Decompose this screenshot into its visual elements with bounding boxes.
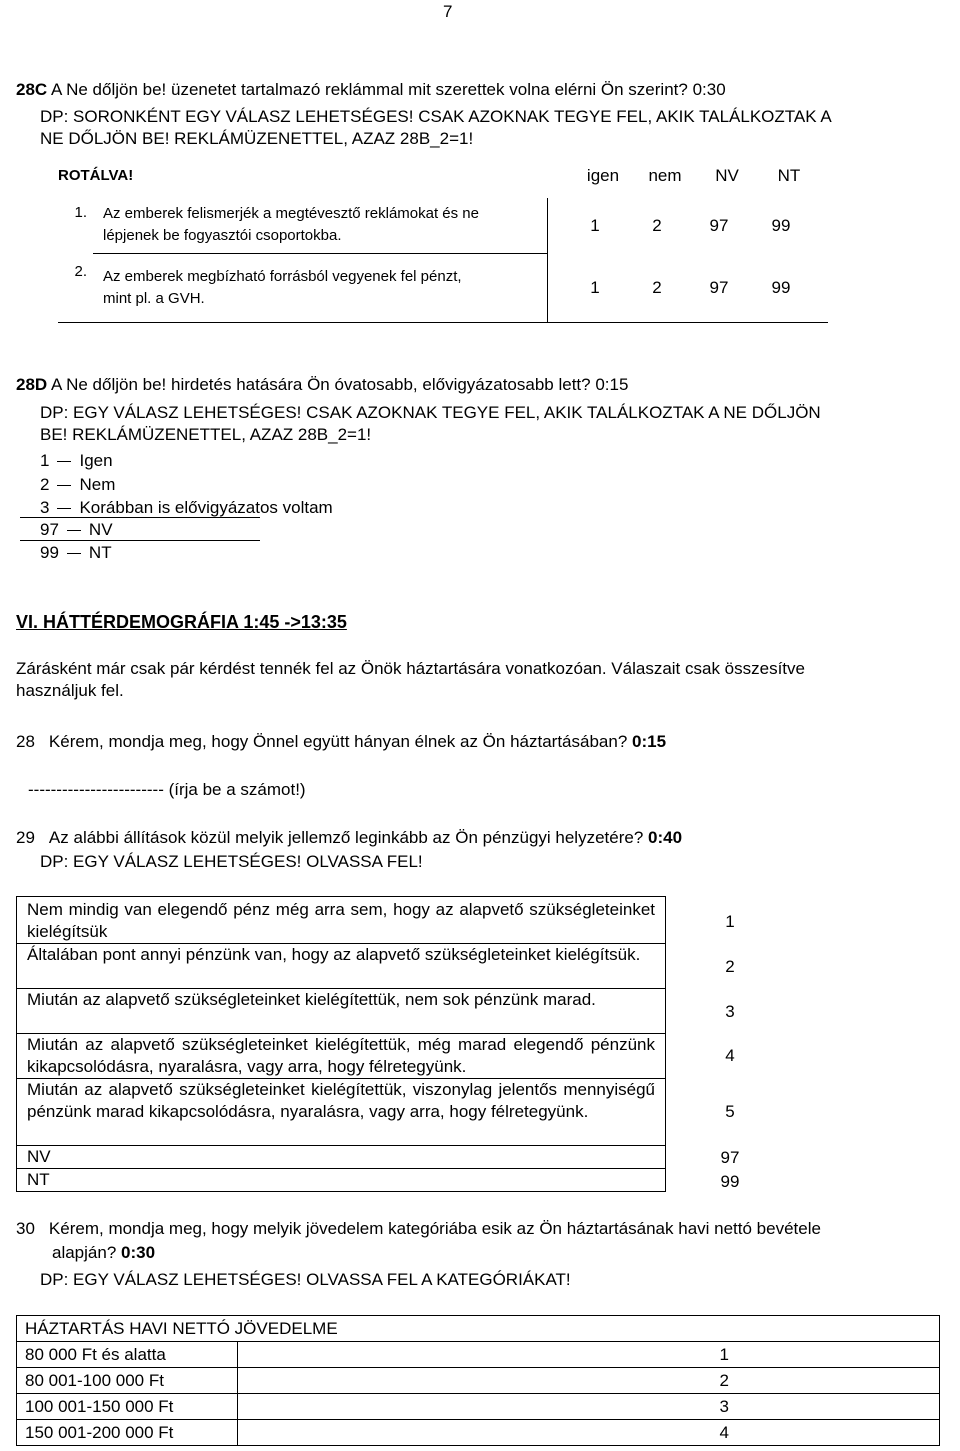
statement-line: Az emberek megbízható forrásból vegyenek fel pénzt, — [103, 267, 462, 285]
income-label: 150 001-200 000 Ft — [17, 1420, 238, 1446]
income-code: 4 — [238, 1420, 940, 1446]
header-nem: nem — [648, 166, 682, 185]
q28c-rotalva: ROTÁLVA! — [58, 167, 134, 184]
list-item — [40, 520, 113, 540]
table-row — [17, 897, 666, 944]
q29-number: 29 — [16, 828, 35, 847]
section-intro-line2: használjuk fel. — [16, 681, 124, 700]
row-number: 1. — [74, 204, 87, 221]
q28c-headers — [572, 166, 820, 186]
q28c-text: A Ne dőljön be! üzenetet tartalmazó reklámmal mit szerettek volna elérni Ön szerint? — [47, 80, 693, 99]
q28-text: Kérem, mondja meg, hogy Önnel együtt hányan élnek az Ön háztartásában? — [48, 732, 633, 751]
section-intro-line1: Zárásként már csak pár kérdést tennék fel az Önök háztartására vonatkozóan. Válaszait csak összesítve — [16, 659, 805, 678]
option-code: 99 — [40, 543, 59, 562]
row-codes — [548, 253, 829, 323]
statement-line: lépjenek be fogyasztói csoportokba. — [103, 227, 342, 245]
q28d-dp-line1: DP: EGY VÁLASZ LEHETSÉGES! CSAK AZOKNAK TEGYE FEL, AKIK TALÁLKOZTAK A NE DŐLJÖN — [40, 403, 821, 422]
table-row — [17, 1342, 940, 1368]
option-label: NT — [88, 543, 112, 562]
q30-question-line1 — [16, 1219, 821, 1239]
table-row — [17, 944, 666, 989]
table-row — [17, 1034, 666, 1079]
income-table-header: HÁZTARTÁS HAVI NETTÓ JÖVEDELME — [17, 1316, 940, 1342]
q28-question — [16, 732, 666, 752]
income-label: 80 001-100 000 Ft — [17, 1368, 238, 1394]
list-item — [40, 543, 112, 563]
q30-question-line2 — [52, 1243, 155, 1263]
option-code: 4 — [725, 1046, 735, 1065]
table-row — [17, 1146, 666, 1169]
option-label: NV — [88, 520, 113, 539]
code-nt: 99 — [771, 215, 791, 235]
header-nt: NT — [777, 166, 801, 185]
header-igen: igen — [586, 166, 620, 185]
statement-line: Az emberek felismerjék a megtévesztő reklámokat és ne — [103, 205, 479, 223]
list-item — [40, 498, 333, 518]
code-nem: 2 — [652, 277, 662, 297]
option-code: 3 — [725, 1002, 735, 1021]
statement-line: mint pl. a GVH. — [103, 289, 205, 307]
divider — [20, 540, 260, 541]
option-text: Nem mindig van elegendő pénz még arra sem, hogy az alapvető szükségleteinket kielégítsük — [17, 897, 666, 944]
q28c-number: 28C — [16, 80, 48, 99]
list-item — [40, 475, 115, 495]
q28d-question — [16, 375, 628, 395]
code-nv: 97 — [709, 215, 729, 235]
q28c-question — [16, 80, 726, 100]
q28d-dp-line2: BE! REKLÁMÜZENETTEL, AZAZ 28B_2=1! — [40, 425, 372, 444]
q30-text: Kérem, mondja meg, hogy melyik jövedelem kategóriába esik az Ön háztartásának havi nettó bevétele — [48, 1219, 821, 1238]
q28c-dp-line2: NE DŐLJÖN BE! REKLÁMÜZENETTEL, AZAZ 28B_2=1! — [40, 129, 474, 148]
income-code: 3 — [238, 1394, 940, 1420]
q28d-text: A Ne dőljön be! hirdetés hatására Ön óvatosabb, elővigyázatosabb lett? — [47, 375, 596, 394]
income-label: 100 001-150 000 Ft — [17, 1394, 238, 1420]
q28c-statement-table — [58, 198, 828, 323]
option-code: 1 — [40, 451, 50, 470]
income-table — [16, 1315, 940, 1446]
option-text: Miután az alapvető szükségleteinket kielégítettük, még marad elegendő pénzünk kikapcsolódásra, nyaralásra, vagy arra, hogy félretegyünk. — [17, 1034, 666, 1079]
table-row — [58, 198, 828, 253]
q29-time: 0:40 — [648, 828, 683, 847]
option-text: NV — [17, 1146, 666, 1169]
option-text: Miután az alapvető szükségleteinket kielégítettük, nem sok pénzünk marad. — [17, 989, 666, 1034]
q29-text: Az alábbi állítások közül melyik jellemző leginkább az Ön pénzügyi helyzetére? — [48, 828, 649, 847]
income-code: 1 — [238, 1342, 940, 1368]
income-code: 2 — [238, 1368, 940, 1394]
row-statement — [93, 198, 548, 253]
option-label: Nem — [79, 475, 116, 494]
table-row — [58, 253, 828, 323]
option-code: 97 — [40, 520, 59, 539]
table-row — [17, 1420, 940, 1446]
q28-answer-line: ------------------------ (írja be a számot!) — [28, 780, 306, 799]
q28-number: 28 — [16, 732, 35, 751]
option-code: 97 — [720, 1148, 740, 1167]
option-text: Általában pont annyi pénzünk van, hogy az alapvető szükségleteinket kielégítsük. — [17, 944, 666, 989]
option-code: 3 — [40, 498, 50, 517]
row-statement — [93, 253, 548, 323]
table-header-row — [17, 1316, 940, 1342]
option-label: Korábban is elővigyázatos voltam — [79, 498, 333, 517]
q29-question — [16, 828, 682, 848]
option-code: 2 — [40, 475, 50, 494]
code-nv: 97 — [709, 277, 729, 297]
q28c-dp-line1: DP: SORONKÉNT EGY VÁLASZ LEHETSÉGES! CSAK AZOKNAK TEGYE FEL, AKIK TALÁLKOZTAK A — [40, 107, 832, 126]
q28-time: 0:15 — [632, 732, 667, 751]
option-code: 2 — [725, 957, 735, 976]
row-number: 2. — [58, 253, 93, 323]
q30-time: 0:30 — [121, 1243, 156, 1262]
section-title: VI. HÁTTÉRDEMOGRÁFIA 1:45 ->13:35 — [16, 612, 347, 632]
header-nv: NV — [715, 166, 739, 185]
table-row — [17, 1394, 940, 1420]
page-number: 7 — [443, 2, 453, 21]
code-igen: 1 — [590, 215, 600, 235]
q30-text-continued: alapján? — [52, 1243, 122, 1262]
table-row — [17, 1169, 666, 1192]
option-text: Miután az alapvető szükségleteinket kielégítettük, viszonylag jelentős mennyiségű pénzünk marad kikapcsolódásra, nyaralásra, vagy arra, hogy félretegyünk. — [17, 1079, 666, 1146]
code-igen: 1 — [590, 277, 600, 297]
q30-number: 30 — [16, 1219, 35, 1238]
option-code: 1 — [725, 912, 735, 931]
q30-dp: DP: EGY VÁLASZ LEHETSÉGES! OLVASSA FEL A KATEGÓRIÁKAT! — [40, 1270, 571, 1289]
option-code: 5 — [725, 1102, 735, 1121]
divider — [20, 517, 260, 518]
option-label: Igen — [79, 451, 113, 470]
table-row — [17, 1079, 666, 1146]
table-row — [17, 1368, 940, 1394]
row-codes — [548, 198, 829, 253]
income-label: 80 000 Ft és alatta — [17, 1342, 238, 1368]
list-item — [40, 451, 113, 471]
q28c-time: 0:30 — [692, 80, 726, 99]
code-nt: 99 — [771, 277, 791, 297]
table-row — [17, 989, 666, 1034]
option-code: 99 — [720, 1172, 740, 1191]
q28d-time: 0:15 — [595, 375, 629, 394]
option-text: NT — [17, 1169, 666, 1192]
q28d-number: 28D — [16, 375, 48, 394]
q29-options-table — [16, 896, 666, 1192]
code-nem: 2 — [652, 215, 662, 235]
q29-dp: DP: EGY VÁLASZ LEHETSÉGES! OLVASSA FEL! — [40, 852, 423, 871]
